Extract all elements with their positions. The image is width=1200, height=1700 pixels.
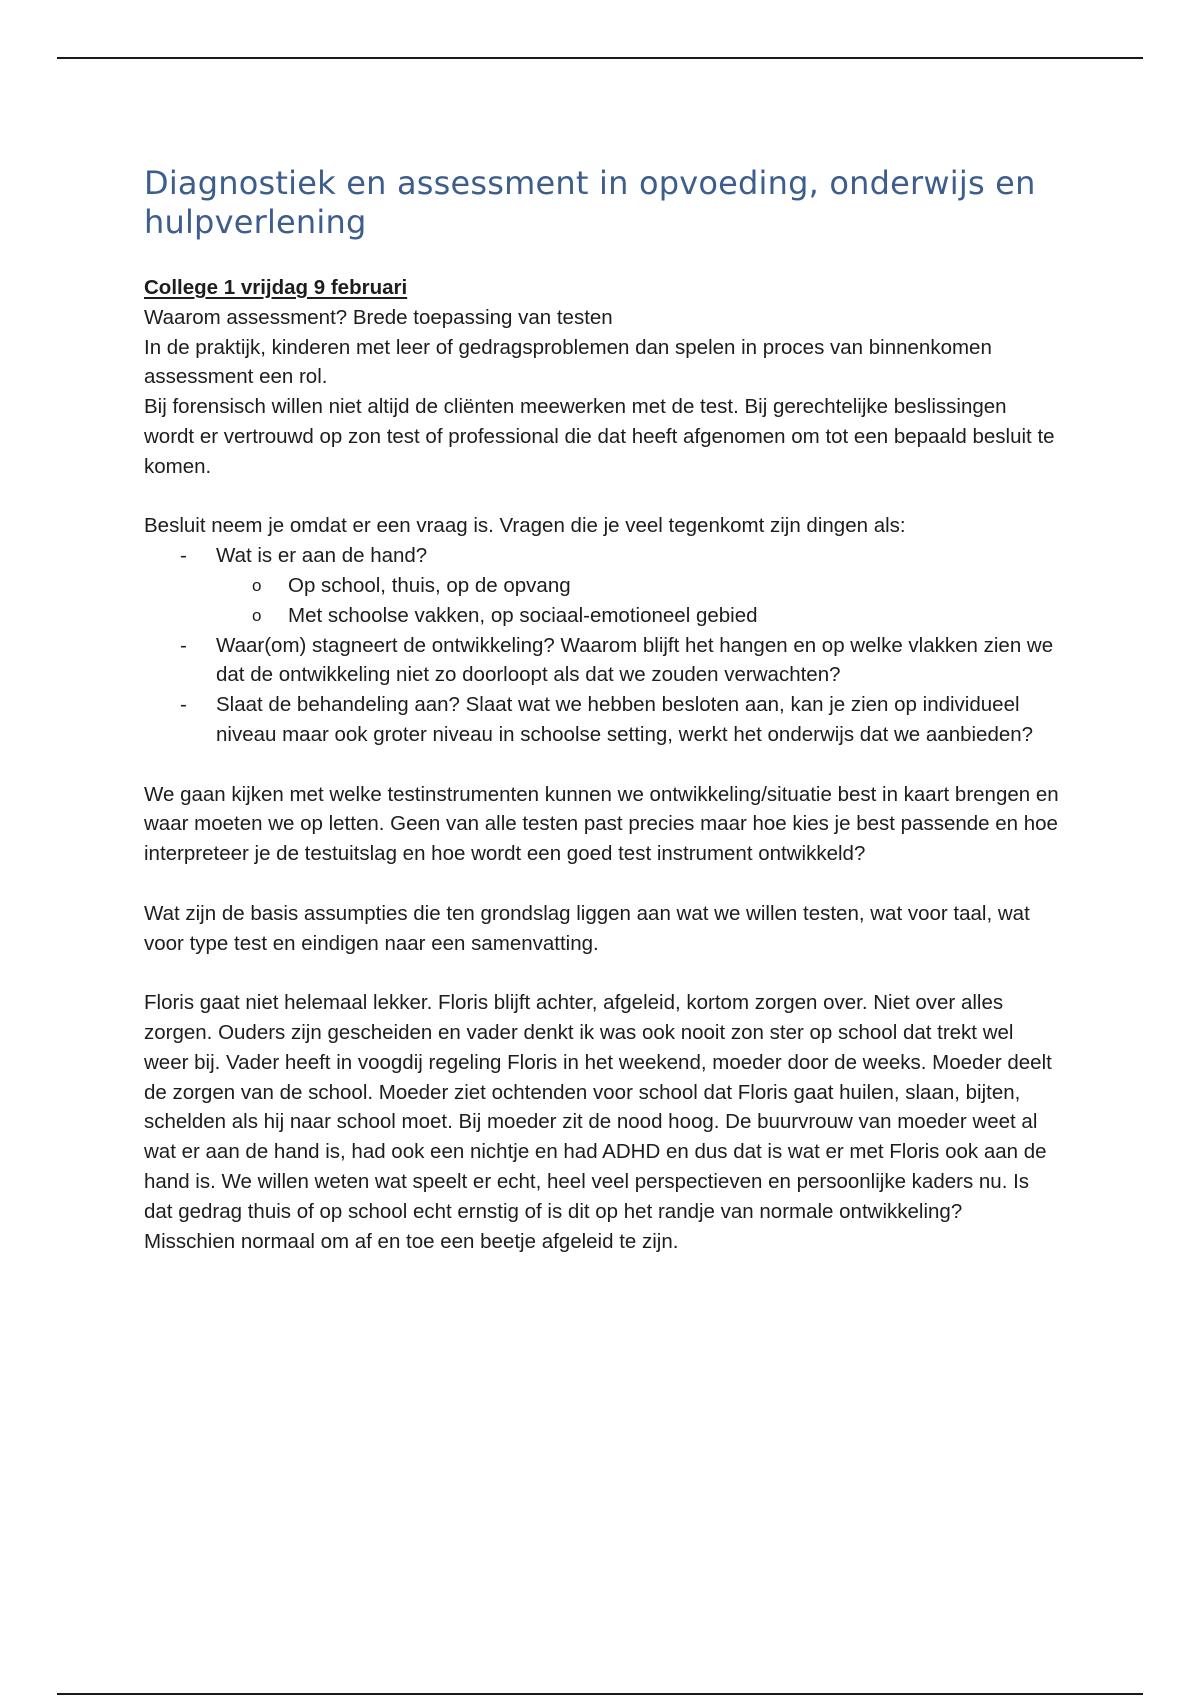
sub-list [216, 571, 1059, 631]
intro-line: In de praktijk, kinderen met leer of gedragsproblemen dan spelen in proces van binnenkomen assessment een rol. [144, 335, 992, 389]
sub-list-item [216, 571, 1059, 601]
list-item-text: Wat is er aan de hand? [216, 544, 428, 568]
footer-rule [57, 1693, 1143, 1695]
circle-bullet: o [252, 605, 262, 625]
dash-bullet: - [180, 544, 187, 568]
sub-list-item-text: Op school, thuis, op de opvang [288, 573, 571, 597]
document-page [144, 160, 1059, 1256]
questions-intro: Besluit neem je omdat er een vraag is. Vragen die je veel tegenkomt zijn dingen als: [144, 514, 906, 538]
question-list [144, 541, 1059, 750]
intro-line: Waarom assessment? Brede toepassing van testen [144, 305, 613, 329]
intro-line: Bij forensisch willen niet altijd de cliënten meewerken met de test. Bij gerechtelijke beslissingen wordt er vertrouwd op zon test of professional die dat heeft afgenomen om tot een bepaald besluit te komen. [144, 395, 1055, 478]
document-body [144, 273, 1059, 1256]
list-item [144, 690, 1059, 750]
paragraph-tests: We gaan kijken met welke testinstrumenten kunnen we ontwikkeling/situatie best in kaart brengen en waar moeten we op letten. Geen van alle testen past precies maar hoe kies je best passende en hoe interpreteer je de testuitslag en hoe wordt een goed test instrument ontwikkeld? [144, 782, 1059, 866]
header-rule [57, 57, 1143, 59]
paragraph-gap [144, 958, 1059, 988]
list-item-text: Waar(om) stagneert de ontwikkeling? Waarom blijft het hangen en op welke vlakken zien we dat de ontwikkeling niet zo doorloopt als dat we zouden verwachten? [216, 633, 1054, 687]
list-item-text: Slaat de behandeling aan? Slaat wat we hebben besloten aan, kan je zien op individueel niveau maar ook groter niveau in schoolse setting, werkt het onderwijs dat we aanbieden? [216, 693, 1034, 746]
paragraph-gap [144, 750, 1059, 780]
sub-list-item [216, 601, 1059, 631]
circle-bullet: o [252, 575, 262, 595]
dash-bullet: - [180, 633, 187, 657]
paragraph-gap [144, 869, 1059, 899]
paragraph-assumptions: Wat zijn de basis assumpties die ten grondslag liggen aan wat we willen testen, wat voor taal, wat voor type test en eindigen naar een samenvatting. [144, 901, 1030, 955]
dash-bullet: - [180, 693, 187, 717]
paragraph-case-floris: Floris gaat niet helemaal lekker. Floris blijft achter, afgeleid, kortom zorgen over. Niet over alles zorgen. Ouders zijn gescheiden en vader denkt ik was ook nooit zon ster op school dat trekt wel weer bij. Vader heeft in voogdij regeling Floris in het weekend, moeder door de weeks. Moeder deelt de zorgen van de school. Moeder ziet ochtenden voor school dat Floris gaat huilen, slaan, bijten, schelden als hij naar school moet. Bij moeder zit de nood hoog. De buurvrouw van moeder weet al wat er aan de hand is, had ook een nichtje en had ADHD en dus dat is wat er met Floris ook aan de hand is. We willen weten wat speelt er echt, heel veel perspectieven en persoonlijke kaders nu. Is dat gedrag thuis of op school echt ernstig of is dit op het randje van normale ontwikkeling? Misschien normaal om af en toe een beetje afgeleid te zijn. [144, 991, 1052, 1253]
document-title: Diagnostiek en assessment in opvoeding, onderwijs en hulpverlening [144, 164, 1036, 241]
sub-list-item-text: Met schoolse vakken, op sociaal-emotioneel gebied [288, 603, 758, 627]
lecture-heading: College 1 vrijdag 9 februari [144, 276, 408, 299]
paragraph-gap [144, 482, 1059, 512]
list-item [144, 541, 1059, 630]
list-item [144, 631, 1059, 691]
